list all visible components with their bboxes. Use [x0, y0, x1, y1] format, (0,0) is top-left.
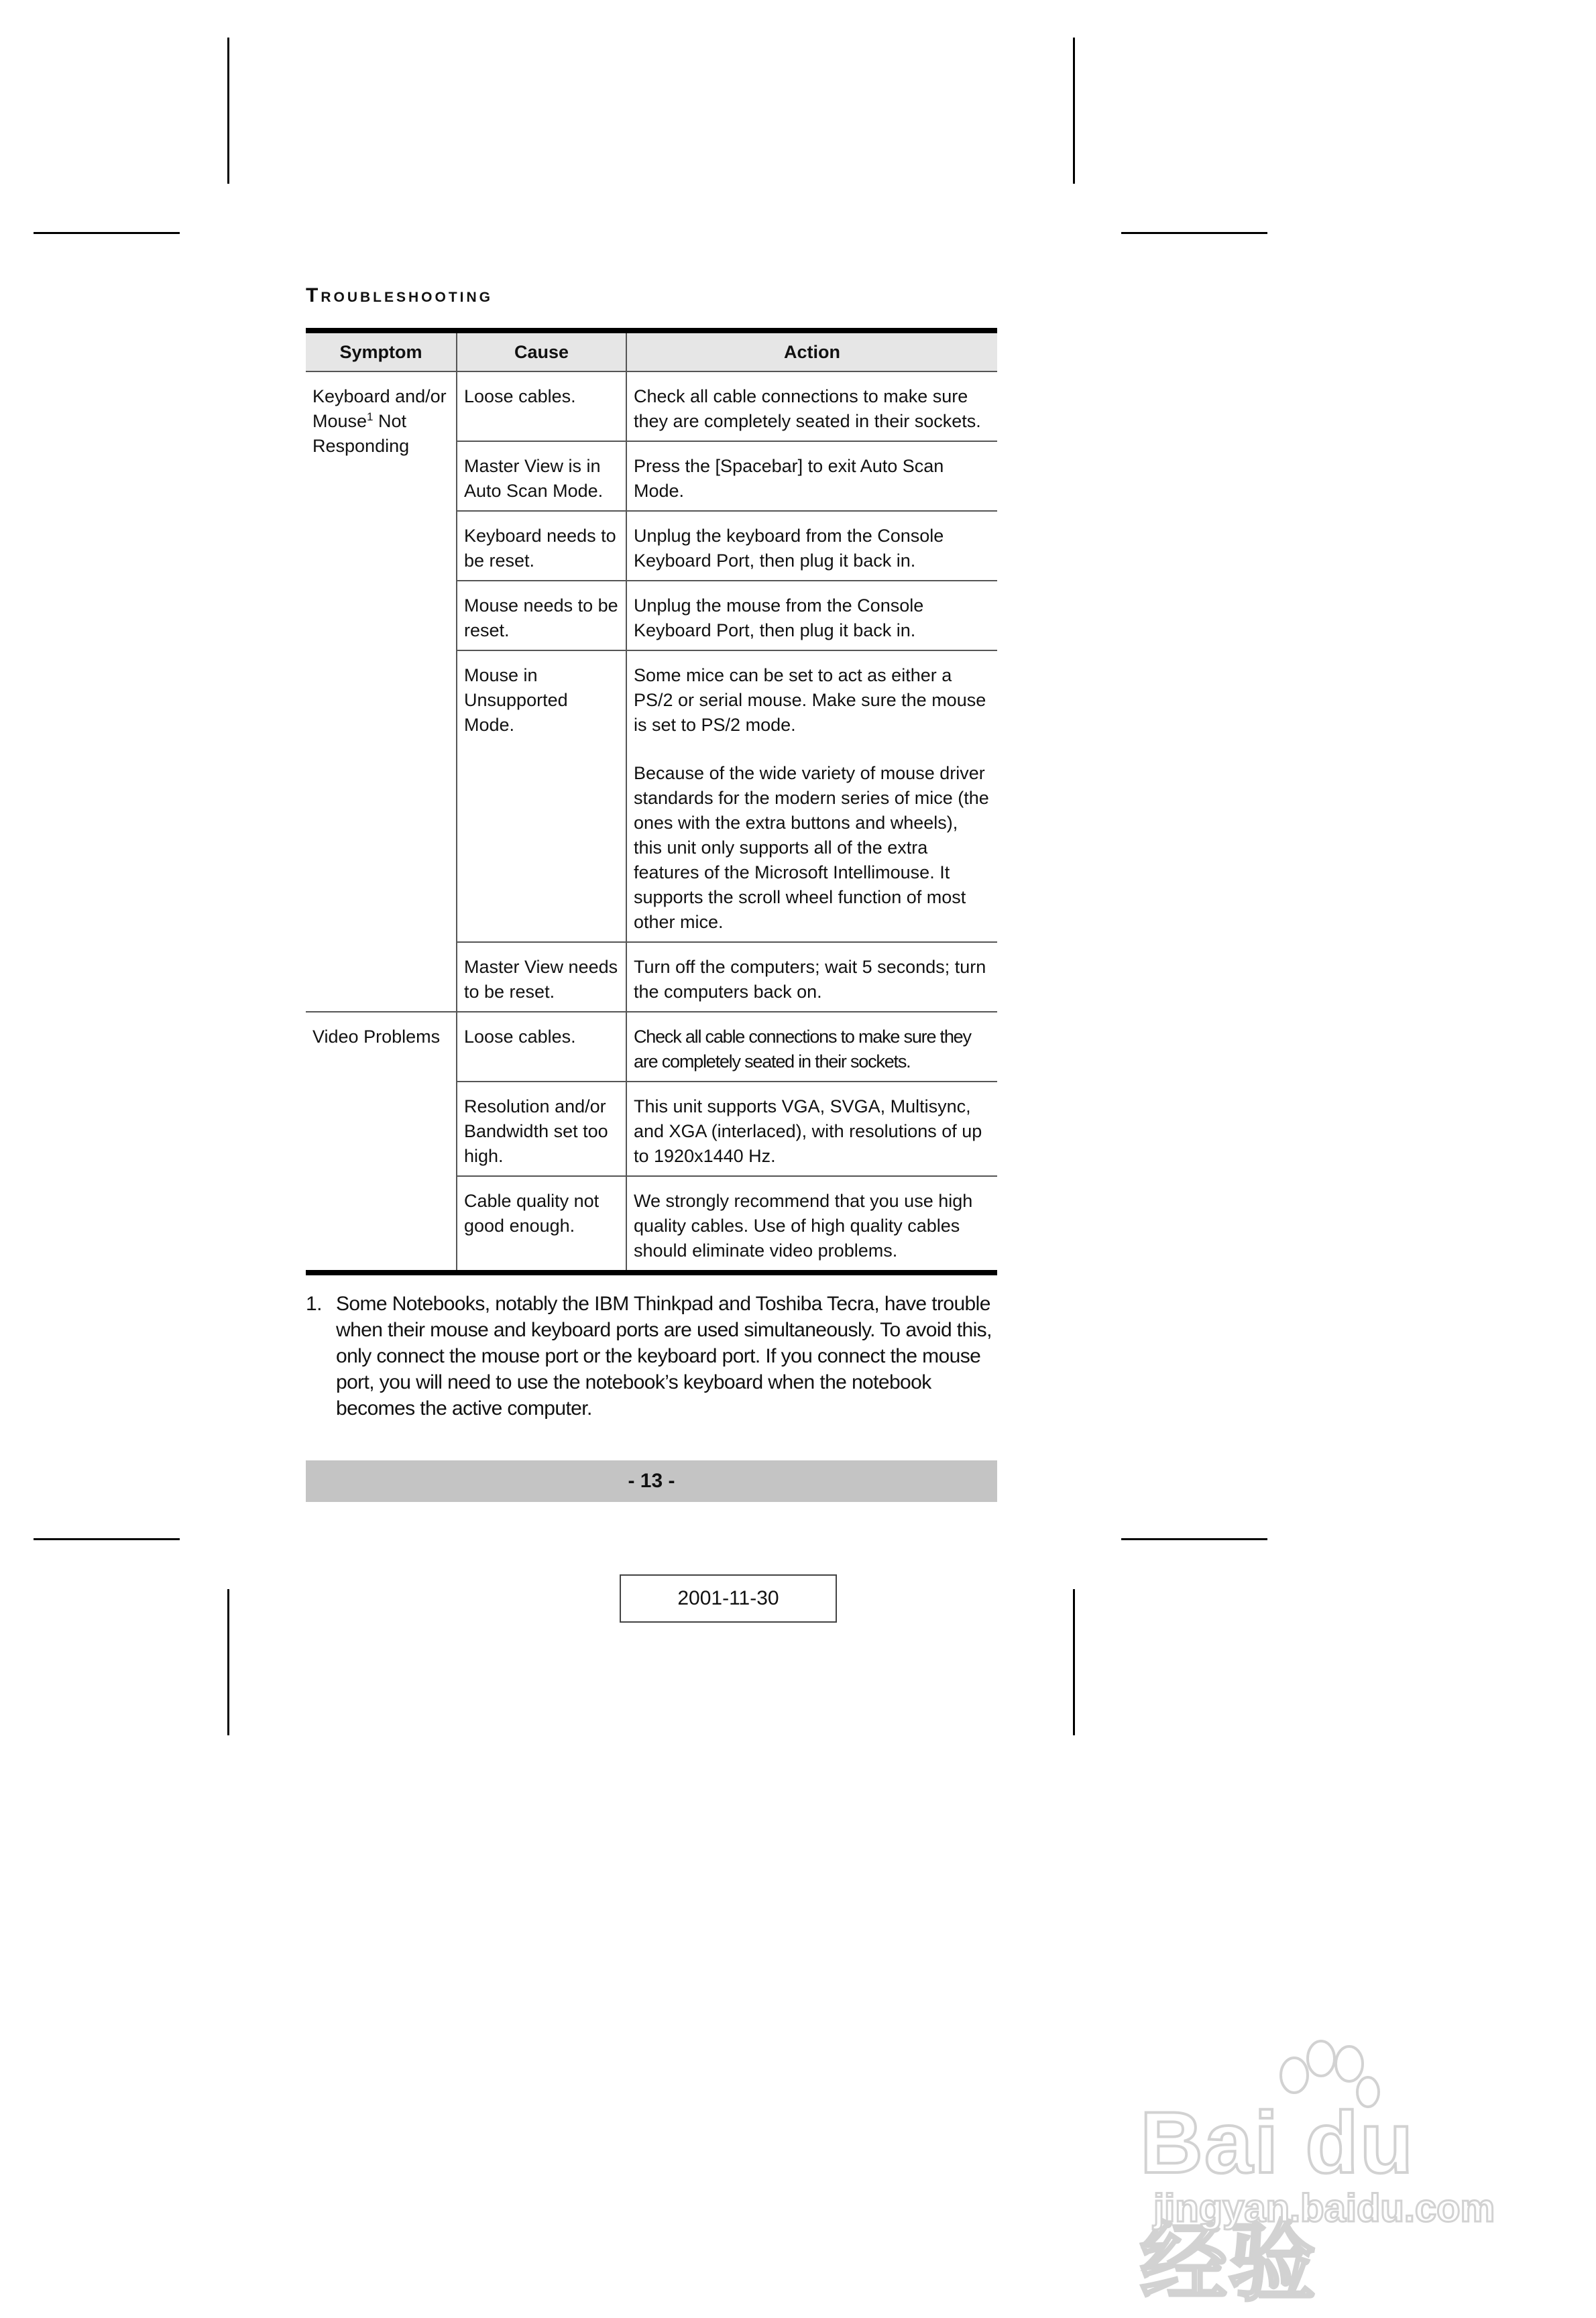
- troubleshooting-table: [306, 328, 997, 1275]
- action-cell: [626, 650, 997, 942]
- action-cell: Unplug the mouse from the Console Keyboard Port, then plug it back in.: [626, 581, 997, 650]
- cause-cell: Master View needs to be reset.: [457, 942, 626, 1012]
- symptom-cell: Video Problems: [306, 1012, 457, 1270]
- action-cell: Check all cable connections to make sure they are completely seated in their sockets.: [626, 1012, 997, 1082]
- action-cell: Turn off the computers; wait 5 seconds; turn the computers back on.: [626, 942, 997, 1012]
- table-header-row: [306, 333, 997, 371]
- table-row: [306, 1012, 997, 1082]
- crop-mark-bottom-right-horizontal: [1121, 1538, 1267, 1540]
- page-number: - 13 -: [628, 1470, 675, 1492]
- action-cell: Press the [Spacebar] to exit Auto Scan Mode.: [626, 441, 997, 511]
- footnote: [306, 1291, 1003, 1422]
- crop-mark-top-right-horizontal: [1121, 232, 1267, 234]
- symptom-text: Keyboard and/or Mouse: [312, 386, 447, 431]
- cause-cell: Keyboard needs to be reset.: [457, 511, 626, 581]
- action-cell: Unplug the keyboard from the Console Keyboard Port, then plug it back in.: [626, 511, 997, 581]
- footnote-text: Some Notebooks, notably the IBM Thinkpad and Toshiba Tecra, have trouble when their mouse and keyboard ports are used simultaneously. To avoid this, only connect the mouse port or the keyboard port. If you connect the mouse port, you will need to use the notebook’s keyboard when the notebook becomes the active computer.: [336, 1293, 992, 1419]
- table-row: [306, 371, 997, 441]
- date-box: [620, 1574, 837, 1623]
- action-cell: We strongly recommend that you use high quality cables. Use of high quality cables should eliminate video problems.: [626, 1176, 997, 1270]
- watermark-url: jingyan.baidu.com: [1153, 2187, 1495, 2230]
- action-paragraph-2: Because of the wide variety of mouse driver standards for the modern series of mice (the ones with the extra buttons and wheels), this unit only supports all of the extra features of the Microsoft Intellimouse. It supports the scroll wheel function of most other mice.: [634, 763, 989, 932]
- crop-mark-top-right-vertical: [1073, 38, 1075, 184]
- crop-mark-bottom-left-horizontal: [34, 1538, 180, 1540]
- action-paragraph: Some mice can be set to act as either a PS/2 or serial mouse. Make sure the mouse is set to PS/2 mode.: [634, 665, 986, 735]
- watermark-brand: Bai du 经验: [1140, 2093, 1415, 2311]
- action-cell: This unit supports VGA, SVGA, Multisync, and XGA (interlaced), with resolutions of up to 1920x1440 Hz.: [626, 1082, 997, 1176]
- cause-cell: Loose cables.: [457, 1012, 626, 1082]
- footnote-number: 1.: [306, 1293, 322, 1315]
- cause-cell: Resolution and/or Bandwidth set too high.: [457, 1082, 626, 1176]
- crop-mark-bottom-left-vertical: [227, 1589, 229, 1735]
- header-action: Action: [626, 333, 997, 371]
- cause-cell: Mouse in Unsupported Mode.: [457, 650, 626, 942]
- page-number-band: [306, 1460, 997, 1502]
- cause-cell: Cable quality not good enough.: [457, 1176, 626, 1270]
- action-cell: Check all cable connections to make sure they are completely seated in their sockets.: [626, 371, 997, 441]
- crop-mark-top-left-horizontal: [34, 232, 180, 234]
- cause-cell: Mouse needs to be reset.: [457, 581, 626, 650]
- date-text: 2001-11-30: [677, 1587, 779, 1609]
- crop-mark-bottom-right-vertical: [1073, 1589, 1075, 1735]
- cause-cell: Master View is in Auto Scan Mode.: [457, 441, 626, 511]
- cause-cell: Loose cables.: [457, 371, 626, 441]
- symptom-text-rest: Not Responding: [312, 411, 410, 456]
- baidu-jingyan-watermark: [1140, 2038, 1516, 2311]
- symptom-cell: [306, 371, 457, 1012]
- header-cause: Cause: [457, 333, 626, 371]
- crop-mark-top-left-vertical: [227, 38, 229, 184]
- footnote-marker: 1: [367, 410, 374, 423]
- section-title: Troubleshooting: [306, 284, 493, 306]
- troubleshooting-table-grid: [306, 333, 997, 1270]
- header-symptom: Symptom: [306, 333, 457, 371]
